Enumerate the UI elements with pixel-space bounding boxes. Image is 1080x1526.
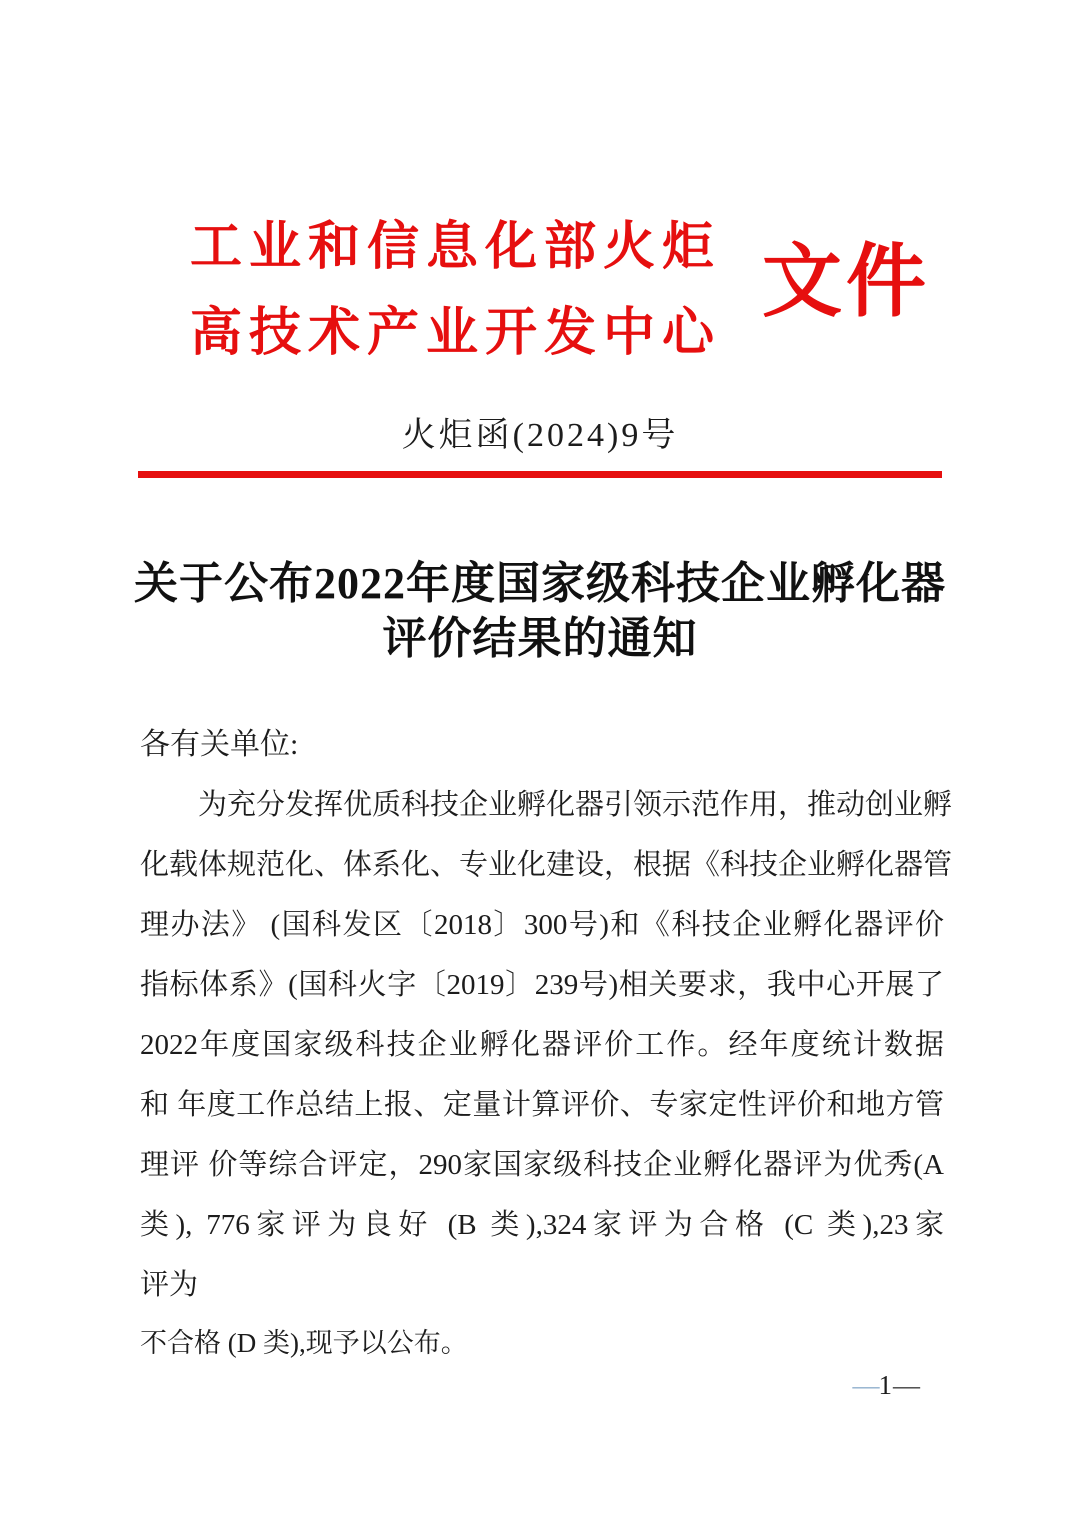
salutation: 各有关单位: (140, 728, 299, 761)
page-number-dash-left: — (852, 1370, 878, 1400)
body-line: 指标体系》(国科火字〔2019〕239号)相关要求，我中心开展了 (140, 969, 944, 1001)
body-line: 类), 776家评为良好 (B 类),324家评为合格 (C 类),23家 (140, 1209, 944, 1241)
page-number (853, 1368, 919, 1402)
body-line: 理评 价等综合评定，290家国家级科技企业孵化器评为优秀(A (140, 1149, 944, 1181)
page-number-value: 1 (878, 1370, 892, 1400)
document-title (0, 556, 1080, 666)
body-line: 2022年度国家级科技企业孵化器评价工作。经年度统计数据 (140, 1029, 944, 1061)
red-divider-line (138, 471, 942, 478)
doc-type-label: 文件 (762, 239, 930, 327)
body-line: 和 年度工作总结上报、定量计算评价、专家定性评价和地方管 (140, 1089, 944, 1121)
body-line: 为充分发挥优质科技企业孵化器引领示范作用，推动创业孵 (198, 789, 953, 821)
closing-line: 不合格 (D 类),现予以公布。 (140, 1328, 468, 1358)
page-number-dash-right: — (893, 1370, 918, 1400)
body-line: 评为 (140, 1269, 199, 1301)
body-line: 理办法》 (国科发区〔2018〕300号)和《科技企业孵化器评价 (140, 909, 944, 941)
agency-name-line2: 高技术产业开发中心 (189, 305, 721, 362)
agency-name (168, 205, 743, 377)
letterhead (0, 205, 1080, 375)
document-title-line1: 关于公布2022年度国家级科技企业孵化器 (134, 559, 946, 608)
document-title-line2: 评价结果的通知 (382, 614, 698, 663)
body-text (140, 715, 953, 1371)
body-line: 化载体规范化、体系化、专业化建设，根据《科技企业孵化器管 (140, 849, 953, 881)
document-number: 火炬函(2024)9号 (401, 417, 679, 454)
agency-name-line1: 工业和信息化部火炬 (189, 219, 721, 276)
